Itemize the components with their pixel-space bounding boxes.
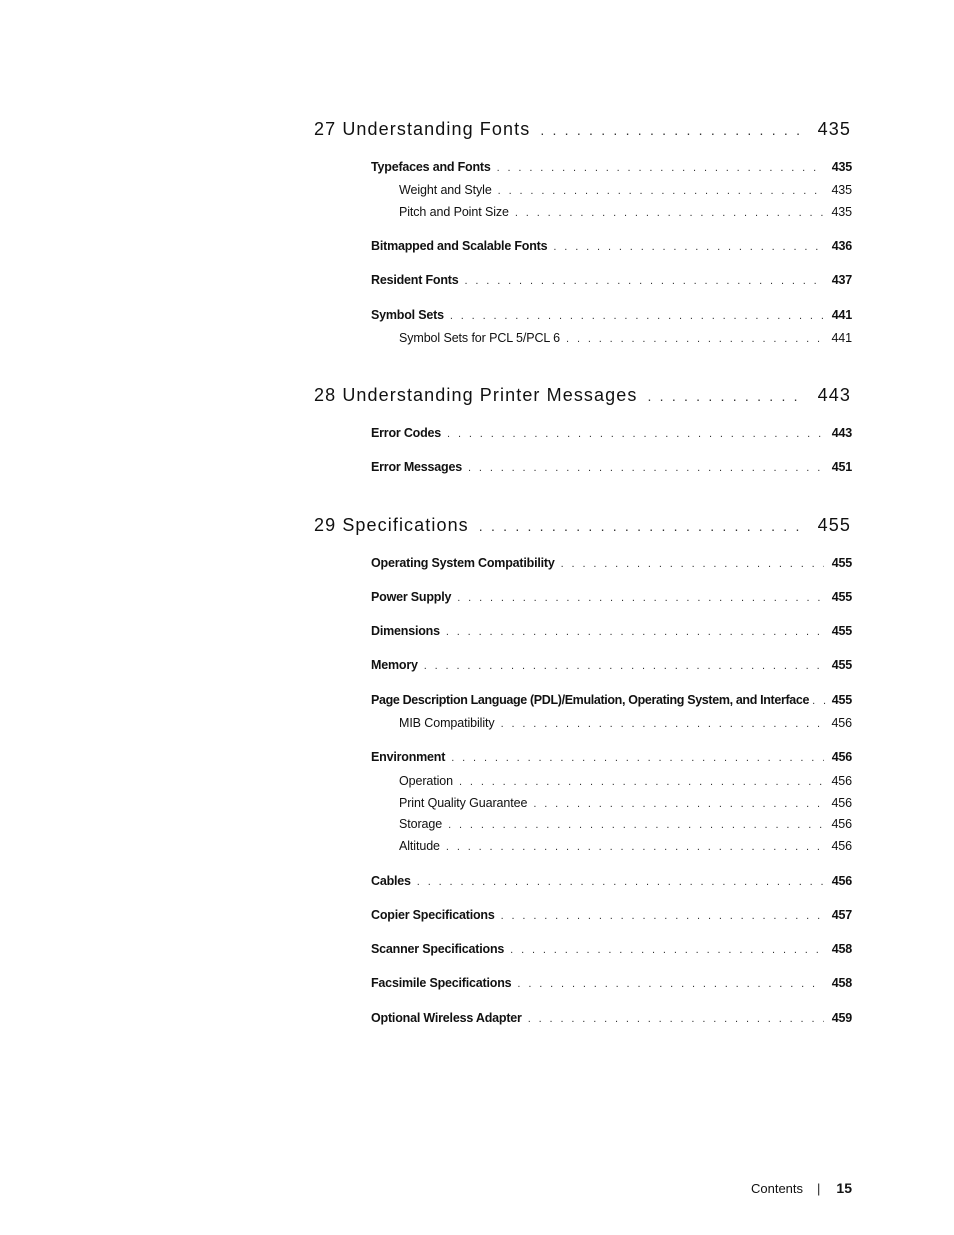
entry-title: Cables [371, 874, 411, 888]
toc-entry[interactable] [371, 556, 852, 570]
chapter-title: 29 Specifications [314, 515, 469, 535]
chapter-page: 455 [817, 515, 851, 535]
entry-title: Error Messages [371, 460, 462, 474]
leader-dots [417, 876, 824, 888]
leader-dots [533, 798, 824, 810]
chapter-page: 443 [817, 385, 851, 405]
leader-dots [498, 185, 824, 197]
leader-dots [468, 462, 824, 474]
subentry-page: 435 [831, 205, 852, 219]
chapter-title: 27 Understanding Fonts [314, 119, 531, 139]
chapter-page: 435 [817, 119, 851, 139]
toc-subentry[interactable] [399, 205, 852, 219]
entry-title: Error Codes [371, 426, 442, 440]
footer-separator: | [817, 1181, 821, 1196]
toc-entry[interactable] [371, 750, 852, 764]
entry-title: Typefaces and Fonts [371, 160, 491, 174]
entry-page: 458 [831, 976, 852, 990]
subentry-title: Storage [399, 817, 443, 831]
toc-entry[interactable] [371, 160, 852, 174]
toc-entry[interactable] [371, 590, 852, 604]
entry-page: 435 [831, 160, 852, 174]
leader-dots [446, 626, 824, 638]
entry-page: 456 [831, 874, 852, 888]
leader-dots [497, 162, 824, 174]
entry-title: Optional Wireless Adapter [371, 1011, 522, 1025]
leader-dots [459, 776, 824, 788]
leader-dots [501, 910, 824, 922]
entry-page: 455 [831, 624, 852, 638]
leader-dots [528, 1013, 824, 1025]
entry-page: 459 [831, 1011, 852, 1025]
subentry-page: 435 [831, 183, 852, 197]
toc-subentry[interactable] [399, 817, 852, 831]
toc-entry[interactable] [371, 239, 852, 253]
subentry-title: Print Quality Guarantee [399, 796, 528, 810]
chapter-title: 28 Understanding Printer Messages [314, 385, 638, 405]
entry-title: Copier Specifications [371, 908, 495, 922]
leader-dots [448, 819, 824, 831]
subentry-title: Operation [399, 774, 453, 788]
entry-title: Power Supply [371, 590, 452, 604]
subentry-title: Altitude [399, 839, 440, 853]
toc-subentry[interactable] [399, 331, 852, 345]
entry-page: 443 [831, 426, 852, 440]
entry-page: 456 [831, 750, 852, 764]
toc-chapter-29[interactable] [314, 515, 851, 536]
leader-dots [812, 695, 827, 707]
leader-dots [515, 207, 824, 219]
entry-title: Environment [371, 750, 446, 764]
toc-entry[interactable] [371, 908, 852, 922]
subentry-page: 441 [831, 331, 852, 345]
entry-title: Scanner Specifications [371, 942, 505, 956]
entry-page: 455 [831, 658, 852, 672]
entry-title: Bitmapped and Scalable Fonts [371, 239, 548, 253]
subentry-title: Pitch and Point Size [399, 205, 509, 219]
subentry-title: Symbol Sets for PCL 5/PCL 6 [399, 331, 561, 345]
toc-chapter-28[interactable] [314, 385, 851, 406]
page-footer [700, 1180, 852, 1196]
leader-dots [561, 558, 824, 570]
toc-entry[interactable] [371, 693, 852, 707]
leader-dots [501, 718, 824, 730]
toc-entry[interactable] [371, 308, 852, 322]
toc-entry[interactable] [371, 658, 852, 672]
entry-title: Resident Fonts [371, 273, 459, 287]
toc-subentry[interactable] [399, 839, 852, 853]
leader-dots [457, 592, 824, 604]
subentry-title: MIB Compatibility [399, 716, 495, 730]
toc-subentry[interactable] [399, 716, 852, 730]
subentry-page: 456 [831, 839, 852, 853]
leader-dots [446, 841, 824, 853]
footer-label: Contents [750, 1181, 804, 1196]
entry-title: Operating System Compatibility [371, 556, 555, 570]
leader-dots [540, 122, 801, 138]
leader-dots [647, 388, 801, 404]
leader-dots [479, 518, 801, 534]
leader-dots [464, 275, 824, 287]
toc-entry[interactable] [371, 460, 852, 474]
entry-title: Memory [371, 658, 418, 672]
entry-title: Dimensions [371, 624, 440, 638]
leader-dots [517, 978, 824, 990]
toc-entry[interactable] [371, 976, 852, 990]
toc-chapter-27[interactable] [314, 119, 851, 140]
toc-subentry[interactable] [399, 774, 852, 788]
subentry-page: 456 [831, 774, 852, 788]
toc-subentry[interactable] [399, 796, 852, 810]
leader-dots [451, 752, 824, 764]
entry-page: 451 [831, 460, 852, 474]
entry-page: 457 [831, 908, 852, 922]
toc-entry[interactable] [371, 624, 852, 638]
leader-dots [450, 310, 824, 322]
toc-entry[interactable] [371, 273, 852, 287]
leader-dots [510, 944, 824, 956]
toc-subentry[interactable] [399, 183, 852, 197]
entry-title: Facsimile Specifications [371, 976, 512, 990]
toc-entry[interactable] [371, 874, 852, 888]
leader-dots [566, 333, 824, 345]
entry-page: 455 [831, 556, 852, 570]
subentry-title: Weight and Style [399, 183, 492, 197]
page-number: 15 [836, 1180, 852, 1196]
leader-dots [424, 660, 824, 672]
entry-page: 436 [831, 239, 852, 253]
entry-page: 441 [831, 308, 852, 322]
entry-page: 455 [831, 693, 852, 707]
entry-page: 437 [831, 273, 852, 287]
leader-dots [553, 241, 824, 253]
entry-page: 458 [831, 942, 852, 956]
entry-title: Page Description Language (PDL)/Emulation, Operating System, and Interface [371, 693, 810, 707]
subentry-page: 456 [831, 716, 852, 730]
toc-entry[interactable] [371, 426, 852, 440]
entry-page: 455 [831, 590, 852, 604]
leader-dots [447, 428, 824, 440]
entry-title: Symbol Sets [371, 308, 444, 322]
toc-entry[interactable] [371, 1011, 852, 1025]
subentry-page: 456 [831, 817, 852, 831]
subentry-page: 456 [831, 796, 852, 810]
toc-entry[interactable] [371, 942, 852, 956]
